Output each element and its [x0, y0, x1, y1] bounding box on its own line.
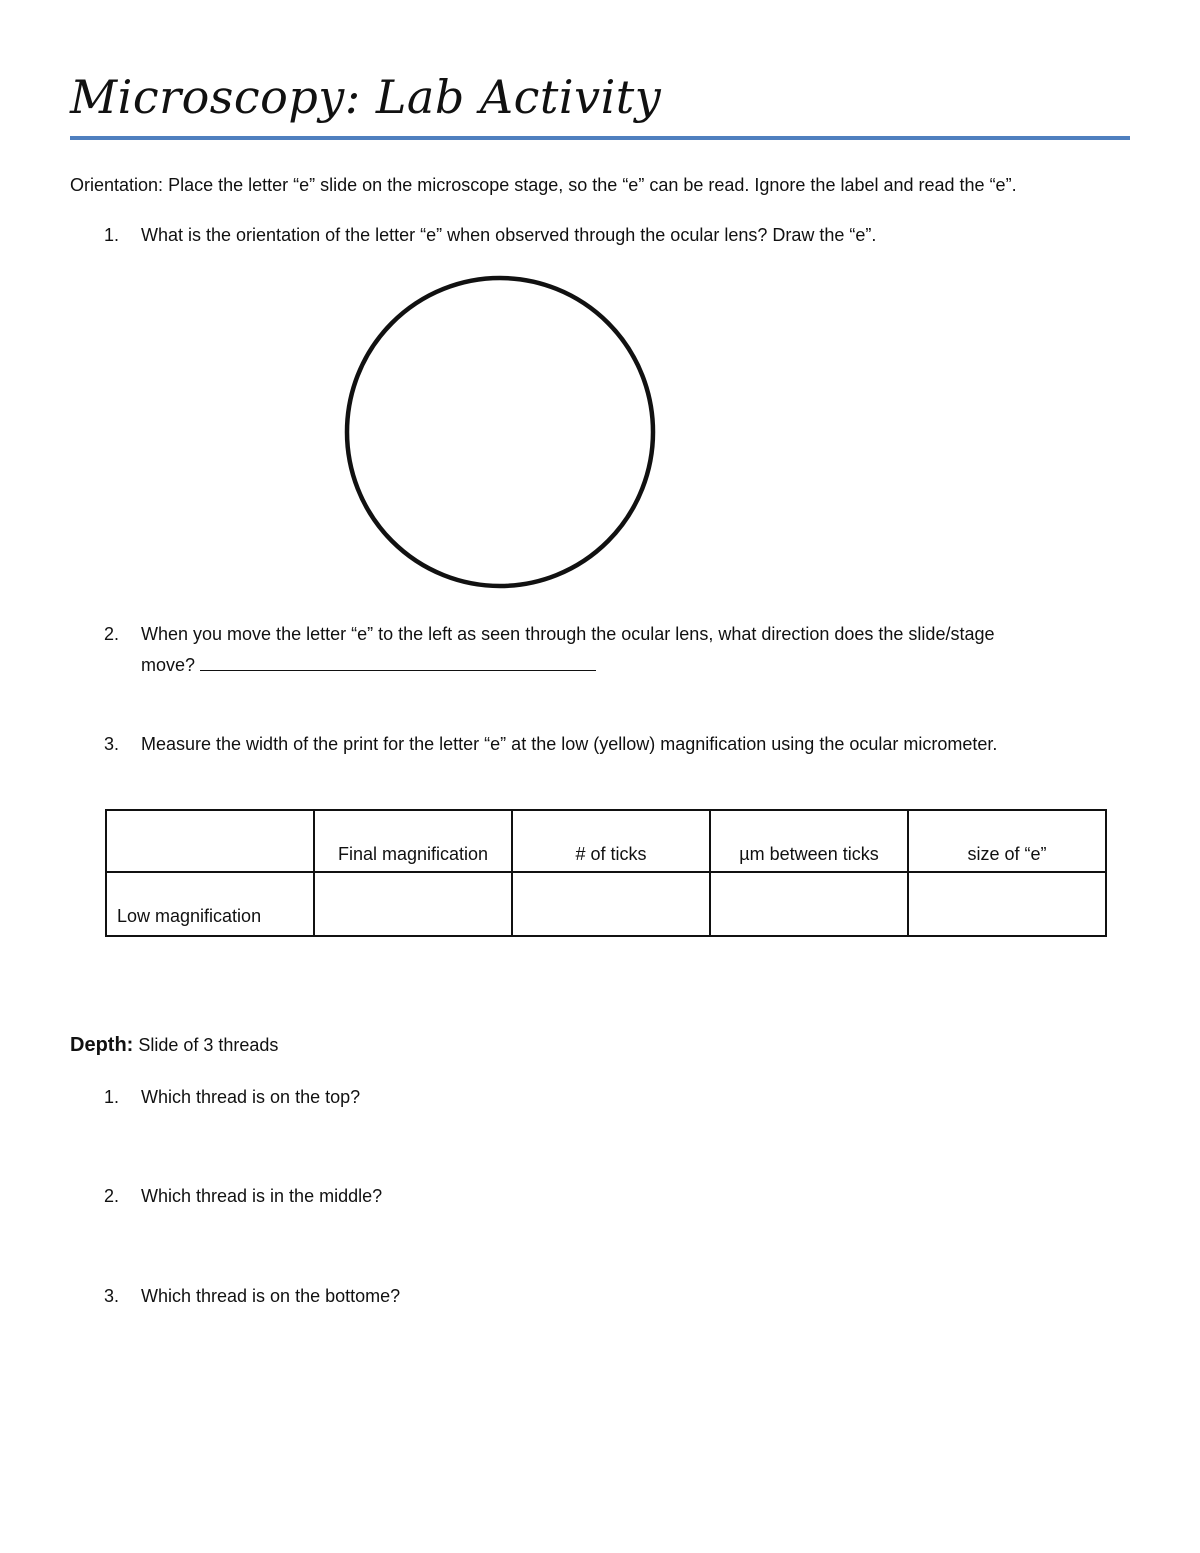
table-header-row: [106, 810, 1106, 872]
depth-subtitle: Slide of 3 threads: [138, 1035, 279, 1055]
orientation-question-2-cont: [141, 653, 596, 677]
question-number: 1.: [104, 1087, 120, 1107]
answer-blank[interactable]: [200, 654, 596, 671]
title-underline: [70, 136, 1130, 140]
depth-question-3: Which thread is on the bottome?: [141, 1286, 401, 1306]
table-cell-input[interactable]: [512, 872, 710, 936]
question-number: 3.: [104, 734, 120, 754]
orientation-intro-text: Place the letter “e” slide on the microscope stage, so the “e” can be read. Ignore the label and read the “e”.: [168, 175, 1017, 195]
table-cell-input[interactable]: [908, 872, 1106, 936]
measurement-table: [105, 809, 1107, 937]
question-number: 1.: [104, 225, 120, 245]
orientation-label: Orientation:: [70, 175, 164, 195]
depth-label: Depth:: [70, 1034, 134, 1056]
orientation-question-1: What is the orientation of the letter “e” when observed through the ocular lens? Draw the “e”.: [141, 225, 877, 245]
table-row: [106, 872, 1106, 936]
depth-heading: [70, 1033, 278, 1057]
table-cell-input[interactable]: [314, 872, 512, 936]
table-header-cell: size of “e”: [908, 810, 1106, 872]
table-header-cell: [106, 810, 314, 872]
drawing-circle[interactable]: [340, 270, 660, 594]
orientation-question-3: Measure the width of the print for the letter “e” at the low (yellow) magnification using the ocular micrometer.: [141, 734, 998, 754]
depth-question-1: Which thread is on the top?: [141, 1087, 361, 1107]
table-header-cell: µm between ticks: [710, 810, 908, 872]
table-header-cell: Final magnification: [314, 810, 512, 872]
question-number: 3.: [104, 1286, 120, 1306]
table-cell-input[interactable]: [710, 872, 908, 936]
question-number: 2.: [104, 1186, 120, 1206]
page-title: Microscopy: Lab Activity: [70, 70, 662, 124]
table-row-label: Low magnification: [106, 872, 314, 936]
orientation-intro: [70, 173, 1017, 197]
orientation-question-2: When you move the letter “e” to the left as seen through the ocular lens, what direction does the slide/stage: [141, 624, 995, 644]
orientation-question-2-text: move?: [141, 655, 196, 675]
table-header-cell: # of ticks: [512, 810, 710, 872]
depth-question-2: Which thread is in the middle?: [141, 1186, 383, 1206]
question-number: 2.: [104, 624, 120, 644]
